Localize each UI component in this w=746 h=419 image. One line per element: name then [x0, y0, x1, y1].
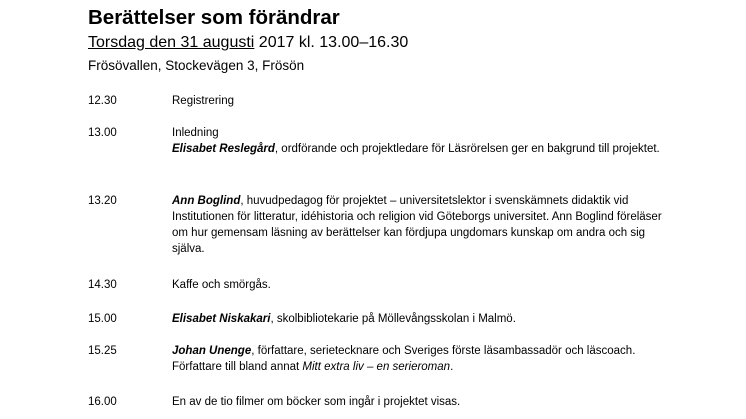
program-time: 16.00	[88, 396, 117, 408]
event-venue: Frösövallen, Stockevägen 3, Frösön	[88, 58, 305, 73]
program-description	[172, 311, 672, 327]
program-description	[172, 394, 672, 410]
program-text: Inledning	[172, 127, 219, 139]
program-time: 14.30	[88, 279, 117, 291]
program-text: Registrering	[172, 95, 234, 107]
program-text: , huvudpedagog för projektet – universitetslektor i svenskämnets didaktik vid Institutionen för litteratur, idéhistoria och religion vid Göteborgs universitet. Ann Boglind föreläser om hur gemensam läsning av berättelser kan fördjupa ungdomars kunskap om andra och sig själva.	[172, 195, 662, 255]
program-description	[172, 93, 672, 109]
program-text: , ordförande och projektledare för Läsrörelsen ger en bakgrund till projektet.	[274, 143, 660, 155]
program-description	[172, 125, 672, 157]
program-text: , författare, serietecknare och Sveriges förste läsambassadör och läscoach. Författare till bland annat	[172, 345, 636, 373]
speaker-name: Elisabet Reslegård	[172, 143, 275, 155]
program-time: 15.00	[88, 313, 117, 325]
event-date-day: Torsdag den 31 augusti	[88, 34, 255, 51]
event-date-time: 2017 kl. 13.00–16.30	[254, 34, 409, 51]
program-time: 13.20	[88, 195, 117, 207]
program-description	[172, 277, 672, 293]
program-description	[172, 193, 672, 257]
program-time: 15.25	[88, 345, 117, 357]
program-text: Kaffe och smörgås.	[172, 279, 271, 291]
program-time: 13.00	[88, 127, 117, 139]
program-time: 12.30	[88, 95, 117, 107]
speaker-name: Johan Unenge	[172, 345, 252, 357]
speaker-name: Elisabet Niskakari	[172, 313, 271, 325]
book-title: Mitt extra liv – en serieroman	[302, 361, 451, 373]
program-text: .	[450, 361, 454, 373]
program-description	[172, 343, 672, 375]
page-title: Berättelser som förändrar	[88, 6, 340, 29]
program-text: En av de tio filmer om böcker som ingår i projektet visas.	[172, 396, 461, 408]
event-date	[88, 34, 408, 52]
speaker-name: Ann Boglind	[172, 195, 241, 207]
program-text: , skolbibliotekarie på Möllevångsskolan i Malmö.	[270, 313, 516, 325]
